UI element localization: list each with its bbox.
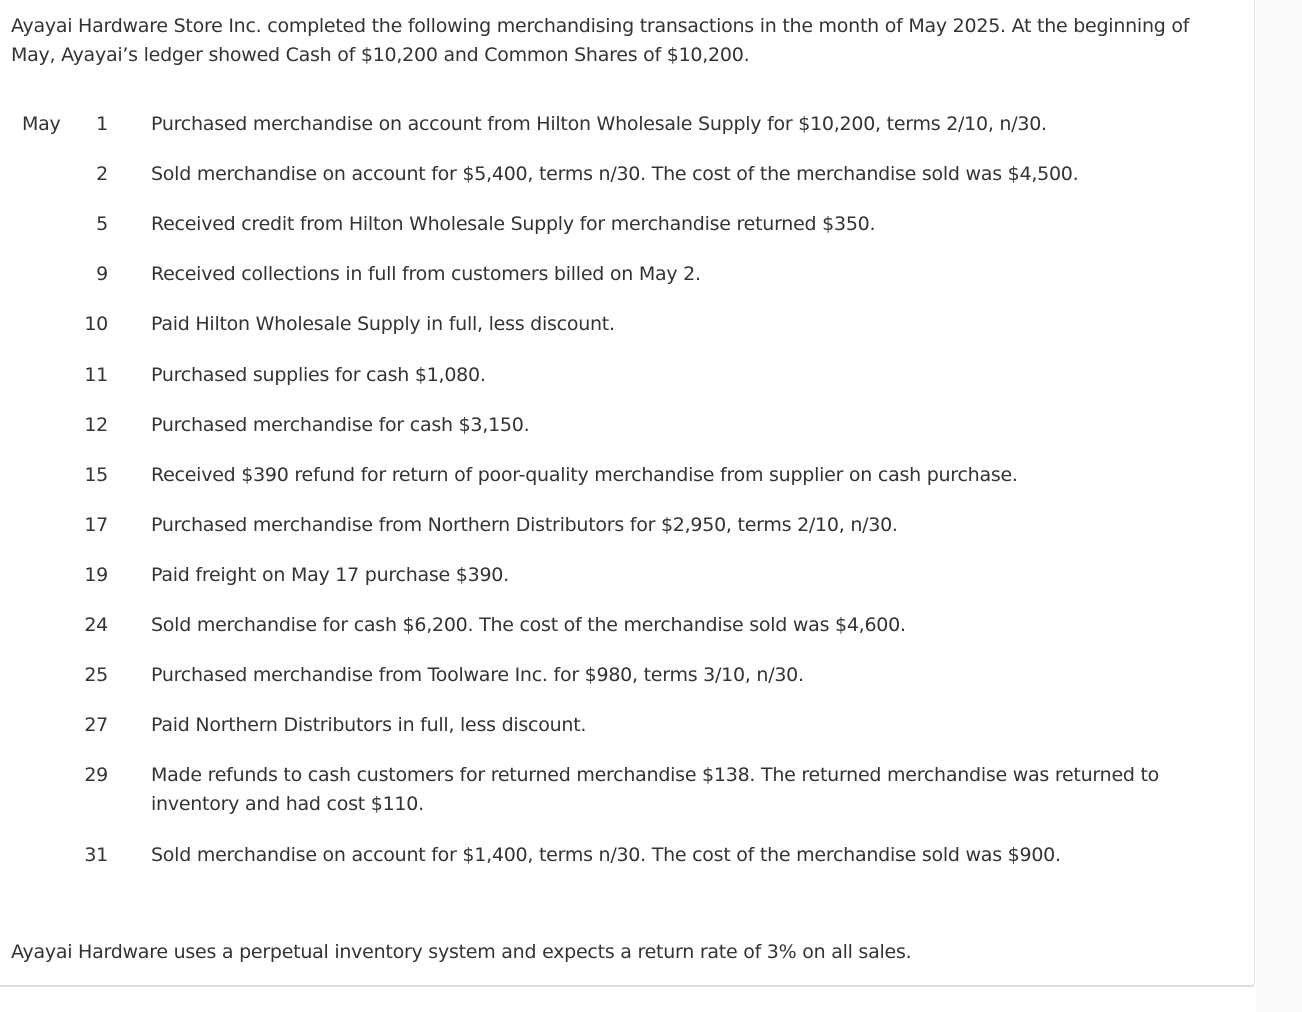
problem-intro: Ayayai Hardware Store Inc. completed the following merchandising transactions in the month of May 2025. At the beginning of May, Ayayai’s ledger showed Cash of $10,200 and Common Shares of $10,200. [11, 15, 1190, 66]
transaction-description: Received collections in full from customers billed on May 2. [151, 263, 701, 285]
transaction-day: 11 [84, 364, 108, 386]
transaction-day: 2 [96, 163, 108, 185]
transaction-day: 27 [84, 714, 108, 736]
transaction-day: 19 [84, 564, 108, 586]
right-gutter [1256, 0, 1302, 1012]
transaction-day: 10 [84, 313, 108, 335]
transaction-day: 5 [96, 213, 108, 235]
transaction-day: 15 [84, 464, 108, 486]
transaction-description: Received $390 refund for return of poor-quality merchandise from supplier on cash purchase. [151, 464, 1018, 486]
transaction-description: Paid Hilton Wholesale Supply in full, less discount. [151, 313, 615, 335]
transaction-day: 9 [96, 263, 108, 285]
transaction-day: 17 [84, 514, 108, 536]
transaction-description: Purchased merchandise on account from Hilton Wholesale Supply for $10,200, terms 2/10, n/30. [151, 113, 1047, 135]
transaction-description: Purchased merchandise from Northern Distributors for $2,950, terms 2/10, n/30. [151, 514, 898, 536]
transaction-description: Paid freight on May 17 purchase $390. [151, 564, 509, 586]
transaction-description: Purchased supplies for cash $1,080. [151, 364, 486, 386]
transaction-day: 25 [84, 664, 108, 686]
transaction-day: 29 [84, 764, 108, 786]
transaction-day: 12 [84, 414, 108, 436]
month-label: May [22, 113, 61, 135]
transaction-description: Made refunds to cash customers for returned merchandise $138. The returned merchandise was returned to inventory and had cost $110. [151, 764, 1160, 815]
transaction-description: Sold merchandise for cash $6,200. The cost of the merchandise sold was $4,600. [151, 614, 906, 636]
transaction-day: 24 [84, 614, 108, 636]
inventory-system-note: Ayayai Hardware uses a perpetual inventory system and expects a return rate of 3% on all sales. [11, 941, 912, 963]
transaction-description: Paid Northern Distributors in full, less discount. [151, 714, 587, 736]
transaction-description: Purchased merchandise for cash $3,150. [151, 414, 530, 436]
transaction-day: 1 [96, 113, 108, 135]
transaction-day: 31 [84, 844, 108, 866]
transaction-description: Sold merchandise on account for $5,400, terms n/30. The cost of the merchandise sold was $4,500. [151, 163, 1079, 185]
transaction-description: Sold merchandise on account for $1,400, terms n/30. The cost of the merchandise sold was $900. [151, 844, 1061, 866]
transaction-description: Purchased merchandise from Toolware Inc. for $980, terms 3/10, n/30. [151, 664, 804, 686]
transaction-description: Received credit from Hilton Wholesale Supply for merchandise returned $350. [151, 213, 876, 235]
